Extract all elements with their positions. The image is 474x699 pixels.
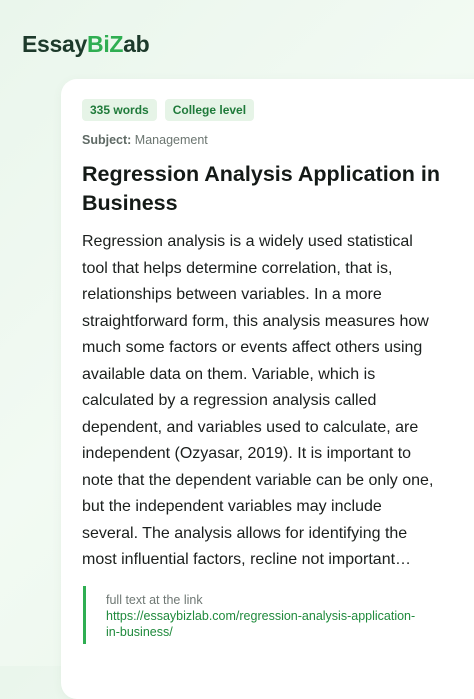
- essay-title: Regression Analysis Application in Business: [82, 162, 441, 215]
- essay-tags: [82, 99, 254, 121]
- subject-line: [82, 132, 208, 148]
- subject-value: Management: [134, 133, 208, 147]
- source-block: [83, 586, 463, 644]
- essay-line: dependent, and variables used to calculate, are: [82, 418, 419, 436]
- source-link[interactable]: [106, 608, 463, 640]
- essay-line: relationships between variables. In a more: [82, 286, 382, 303]
- source-label: full text at the link: [106, 593, 203, 607]
- essay-line: Regression analysis is a widely used statistical: [82, 233, 413, 250]
- source-link-line: https://essaybizlab.com/regression-analysis-application-: [106, 609, 416, 623]
- logo-text-ab: ab: [123, 31, 150, 57]
- word-count-badge: 335 words: [82, 99, 157, 121]
- level-badge: College level: [165, 99, 254, 121]
- subject-label: Subject:: [82, 133, 132, 147]
- site-logo[interactable]: [22, 30, 149, 58]
- essay-line: several. The analysis allows for identifying the: [82, 524, 408, 542]
- source-link-line: in-business/: [106, 625, 173, 639]
- essay-line: calculated by a regression analysis called: [82, 392, 377, 409]
- essay-line: straightforward form, this analysis measures how: [82, 312, 429, 330]
- essay-line: available data on them. Variable, which is: [82, 365, 376, 383]
- logo-text-z: Z: [109, 31, 124, 57]
- logo-text-essay: Essay: [22, 31, 88, 57]
- essay-line: most influential factors, recline not important…: [82, 551, 412, 568]
- essay-line: much some factors or events affect others using: [82, 339, 423, 356]
- essay-line: independent (Ozyasar, 2019). It is important to: [82, 445, 412, 462]
- essay-line: tool that helps determine correlation, that is,: [82, 259, 393, 277]
- essay-excerpt: [82, 229, 444, 574]
- essay-line: but the independent variables may include: [82, 498, 382, 515]
- logo-text-bi: Bi: [87, 31, 110, 57]
- essay-line: note that the dependent variable can be only one,: [82, 471, 434, 489]
